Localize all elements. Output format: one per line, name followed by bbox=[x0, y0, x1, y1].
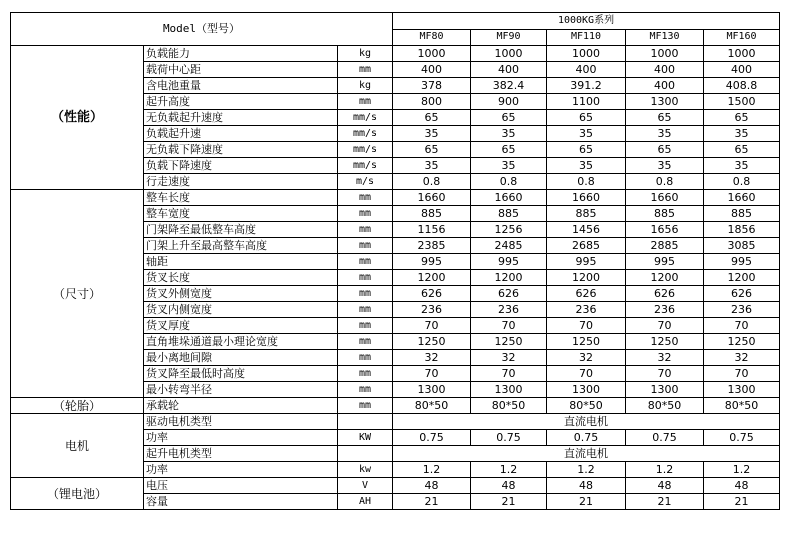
value-cell: 626 bbox=[704, 286, 780, 302]
item-label: 功率 bbox=[144, 462, 338, 478]
item-label: 含电池重量 bbox=[144, 78, 338, 94]
value-cell: 382.4 bbox=[471, 78, 547, 94]
value-cell: 2385 bbox=[393, 238, 471, 254]
value-cell: 35 bbox=[393, 158, 471, 174]
value-cell: 885 bbox=[393, 206, 471, 222]
value-cell: 48 bbox=[393, 478, 471, 494]
value-cell: 1300 bbox=[471, 382, 547, 398]
value-cell: 408.8 bbox=[704, 78, 780, 94]
value-cell: 1660 bbox=[626, 190, 704, 206]
value-cell: 1856 bbox=[704, 222, 780, 238]
value-cell: 1156 bbox=[393, 222, 471, 238]
item-label: 货叉厚度 bbox=[144, 318, 338, 334]
category-label: （性能） bbox=[11, 46, 144, 190]
value-cell: 0.8 bbox=[626, 174, 704, 190]
value-cell: 885 bbox=[471, 206, 547, 222]
value-cell: 885 bbox=[704, 206, 780, 222]
value-cell: 65 bbox=[547, 142, 626, 158]
item-label: 起升高度 bbox=[144, 94, 338, 110]
value-cell: 32 bbox=[393, 350, 471, 366]
item-label: 轴距 bbox=[144, 254, 338, 270]
unit-label: mm bbox=[338, 190, 393, 206]
value-cell: 0.75 bbox=[704, 430, 780, 446]
item-label: 最小转弯半径 bbox=[144, 382, 338, 398]
unit-label: mm bbox=[338, 286, 393, 302]
item-label: 门架降至最低整车高度 bbox=[144, 222, 338, 238]
value-cell: 0.75 bbox=[393, 430, 471, 446]
unit-label: mm/s bbox=[338, 126, 393, 142]
item-label: 负载能力 bbox=[144, 46, 338, 62]
spec-row bbox=[11, 398, 780, 414]
item-label: 货叉长度 bbox=[144, 270, 338, 286]
value-cell: 32 bbox=[471, 350, 547, 366]
value-cell: 1.2 bbox=[704, 462, 780, 478]
value-cell: 885 bbox=[547, 206, 626, 222]
value-cell: 1456 bbox=[547, 222, 626, 238]
value-cell: 626 bbox=[547, 286, 626, 302]
value-cell: 1000 bbox=[393, 46, 471, 62]
unit-label: mm bbox=[338, 254, 393, 270]
value-cell: 1300 bbox=[704, 382, 780, 398]
item-label: 负载下降速度 bbox=[144, 158, 338, 174]
value-cell: 1200 bbox=[704, 270, 780, 286]
item-label: 容量 bbox=[144, 494, 338, 510]
value-cell: 65 bbox=[471, 142, 547, 158]
spec-row bbox=[11, 190, 780, 206]
value-cell: 70 bbox=[547, 318, 626, 334]
unit-label: mm bbox=[338, 302, 393, 318]
value-cell: 378 bbox=[393, 78, 471, 94]
value-cell: 35 bbox=[626, 158, 704, 174]
value-cell: 800 bbox=[393, 94, 471, 110]
value-cell: 80*50 bbox=[704, 398, 780, 414]
value-cell: 1250 bbox=[547, 334, 626, 350]
value-cell: 70 bbox=[626, 366, 704, 382]
value-cell: 35 bbox=[547, 158, 626, 174]
value-cell: 0.75 bbox=[547, 430, 626, 446]
value-cell: 21 bbox=[704, 494, 780, 510]
item-label: 整车长度 bbox=[144, 190, 338, 206]
item-label: 驱动电机类型 bbox=[144, 414, 338, 430]
value-cell: 21 bbox=[547, 494, 626, 510]
value-cell: 2885 bbox=[626, 238, 704, 254]
item-label: 无负载起升速度 bbox=[144, 110, 338, 126]
value-cell: 1.2 bbox=[393, 462, 471, 478]
value-cell: 65 bbox=[393, 110, 471, 126]
value-cell: 995 bbox=[547, 254, 626, 270]
value-cell: 400 bbox=[626, 62, 704, 78]
value-cell: 35 bbox=[471, 158, 547, 174]
item-label: 直角堆垛通道最小理论宽度 bbox=[144, 334, 338, 350]
value-cell: 70 bbox=[393, 366, 471, 382]
unit-label: mm bbox=[338, 270, 393, 286]
value-cell: 70 bbox=[704, 366, 780, 382]
value-cell: 400 bbox=[547, 62, 626, 78]
value-cell: 1200 bbox=[471, 270, 547, 286]
value-cell: 35 bbox=[704, 158, 780, 174]
value-cell: 1.2 bbox=[471, 462, 547, 478]
value-cell: 80*50 bbox=[393, 398, 471, 414]
unit-label: mm bbox=[338, 382, 393, 398]
model-name: MF160 bbox=[704, 29, 780, 46]
value-cell: 1200 bbox=[626, 270, 704, 286]
unit-label: mm/s bbox=[338, 110, 393, 126]
value-cell: 80*50 bbox=[471, 398, 547, 414]
value-cell: 1300 bbox=[626, 94, 704, 110]
category-label: （轮胎） bbox=[11, 398, 144, 414]
spec-table-body bbox=[11, 13, 780, 510]
value-cell: 1100 bbox=[547, 94, 626, 110]
unit-label: mm bbox=[338, 62, 393, 78]
value-cell: 0.75 bbox=[626, 430, 704, 446]
item-label: 无负载下降速度 bbox=[144, 142, 338, 158]
value-cell: 1660 bbox=[547, 190, 626, 206]
value-cell: 1250 bbox=[393, 334, 471, 350]
item-label: 功率 bbox=[144, 430, 338, 446]
merged-value: 直流电机 bbox=[393, 446, 780, 462]
value-cell: 0.8 bbox=[471, 174, 547, 190]
unit-label bbox=[338, 446, 393, 462]
unit-label: m/s bbox=[338, 174, 393, 190]
value-cell: 1250 bbox=[704, 334, 780, 350]
value-cell: 236 bbox=[547, 302, 626, 318]
value-cell: 70 bbox=[547, 366, 626, 382]
unit-label: mm bbox=[338, 366, 393, 382]
unit-label: KW bbox=[338, 430, 393, 446]
value-cell: 65 bbox=[626, 142, 704, 158]
value-cell: 1300 bbox=[393, 382, 471, 398]
value-cell: 70 bbox=[393, 318, 471, 334]
value-cell: 65 bbox=[704, 142, 780, 158]
value-cell: 1250 bbox=[471, 334, 547, 350]
series-label: 1000KG系列 bbox=[393, 13, 780, 30]
value-cell: 995 bbox=[626, 254, 704, 270]
item-label: 负载起升速 bbox=[144, 126, 338, 142]
value-cell: 48 bbox=[471, 478, 547, 494]
unit-label: kw bbox=[338, 462, 393, 478]
value-cell: 2685 bbox=[547, 238, 626, 254]
item-label: 最小离地间隙 bbox=[144, 350, 338, 366]
unit-label: mm bbox=[338, 238, 393, 254]
spec-row bbox=[11, 414, 780, 430]
value-cell: 1.2 bbox=[626, 462, 704, 478]
category-label: 电机 bbox=[11, 414, 144, 478]
value-cell: 1.2 bbox=[547, 462, 626, 478]
value-cell: 626 bbox=[626, 286, 704, 302]
merged-value: 直流电机 bbox=[393, 414, 780, 430]
unit-label: kg bbox=[338, 78, 393, 94]
value-cell: 32 bbox=[704, 350, 780, 366]
value-cell: 2485 bbox=[471, 238, 547, 254]
item-label: 货叉内侧宽度 bbox=[144, 302, 338, 318]
value-cell: 70 bbox=[704, 318, 780, 334]
value-cell: 995 bbox=[393, 254, 471, 270]
model-name: MF130 bbox=[626, 29, 704, 46]
unit-label: mm/s bbox=[338, 158, 393, 174]
model-name: MF80 bbox=[393, 29, 471, 46]
unit-label: mm/s bbox=[338, 142, 393, 158]
unit-label: mm bbox=[338, 334, 393, 350]
value-cell: 65 bbox=[626, 110, 704, 126]
value-cell: 391.2 bbox=[547, 78, 626, 94]
unit-label: V bbox=[338, 478, 393, 494]
item-label: 行走速度 bbox=[144, 174, 338, 190]
unit-label: mm bbox=[338, 318, 393, 334]
value-cell: 70 bbox=[471, 318, 547, 334]
value-cell: 21 bbox=[471, 494, 547, 510]
value-cell: 1660 bbox=[471, 190, 547, 206]
spec-table bbox=[10, 12, 780, 510]
value-cell: 35 bbox=[393, 126, 471, 142]
value-cell: 70 bbox=[626, 318, 704, 334]
item-label: 整车宽度 bbox=[144, 206, 338, 222]
value-cell: 65 bbox=[704, 110, 780, 126]
value-cell: 32 bbox=[626, 350, 704, 366]
value-cell: 1000 bbox=[471, 46, 547, 62]
item-label: 货叉降至最低时高度 bbox=[144, 366, 338, 382]
unit-label: mm bbox=[338, 398, 393, 414]
value-cell: 1300 bbox=[626, 382, 704, 398]
value-cell: 35 bbox=[626, 126, 704, 142]
unit-label: AH bbox=[338, 494, 393, 510]
value-cell: 400 bbox=[393, 62, 471, 78]
value-cell: 21 bbox=[626, 494, 704, 510]
value-cell: 1660 bbox=[704, 190, 780, 206]
value-cell: 0.8 bbox=[704, 174, 780, 190]
value-cell: 1000 bbox=[704, 46, 780, 62]
value-cell: 48 bbox=[547, 478, 626, 494]
value-cell: 885 bbox=[626, 206, 704, 222]
value-cell: 400 bbox=[471, 62, 547, 78]
value-cell: 236 bbox=[471, 302, 547, 318]
value-cell: 1200 bbox=[393, 270, 471, 286]
model-label: Model（型号） bbox=[11, 13, 393, 46]
value-cell: 65 bbox=[471, 110, 547, 126]
spec-row bbox=[11, 46, 780, 62]
value-cell: 1000 bbox=[547, 46, 626, 62]
value-cell: 65 bbox=[393, 142, 471, 158]
unit-label: mm bbox=[338, 222, 393, 238]
value-cell: 1256 bbox=[471, 222, 547, 238]
value-cell: 65 bbox=[547, 110, 626, 126]
category-label: （锂电池） bbox=[11, 478, 144, 510]
value-cell: 995 bbox=[471, 254, 547, 270]
value-cell: 1500 bbox=[704, 94, 780, 110]
value-cell: 900 bbox=[471, 94, 547, 110]
value-cell: 626 bbox=[471, 286, 547, 302]
value-cell: 35 bbox=[704, 126, 780, 142]
value-cell: 3085 bbox=[704, 238, 780, 254]
spec-row bbox=[11, 478, 780, 494]
value-cell: 1660 bbox=[393, 190, 471, 206]
value-cell: 80*50 bbox=[626, 398, 704, 414]
item-label: 门架上升至最高整车高度 bbox=[144, 238, 338, 254]
value-cell: 35 bbox=[471, 126, 547, 142]
value-cell: 236 bbox=[704, 302, 780, 318]
item-label: 起升电机类型 bbox=[144, 446, 338, 462]
value-cell: 400 bbox=[704, 62, 780, 78]
value-cell: 80*50 bbox=[547, 398, 626, 414]
value-cell: 0.75 bbox=[471, 430, 547, 446]
value-cell: 1656 bbox=[626, 222, 704, 238]
value-cell: 1200 bbox=[547, 270, 626, 286]
value-cell: 70 bbox=[471, 366, 547, 382]
value-cell: 626 bbox=[393, 286, 471, 302]
value-cell: 995 bbox=[704, 254, 780, 270]
value-cell: 1250 bbox=[626, 334, 704, 350]
value-cell: 0.8 bbox=[393, 174, 471, 190]
model-name: MF90 bbox=[471, 29, 547, 46]
unit-label: mm bbox=[338, 350, 393, 366]
value-cell: 48 bbox=[704, 478, 780, 494]
model-name: MF110 bbox=[547, 29, 626, 46]
header-row-series bbox=[11, 13, 780, 30]
unit-label: mm bbox=[338, 94, 393, 110]
value-cell: 0.8 bbox=[547, 174, 626, 190]
item-label: 货叉外侧宽度 bbox=[144, 286, 338, 302]
value-cell: 35 bbox=[547, 126, 626, 142]
value-cell: 21 bbox=[393, 494, 471, 510]
value-cell: 400 bbox=[626, 78, 704, 94]
unit-label: mm bbox=[338, 206, 393, 222]
item-label: 承载轮 bbox=[144, 398, 338, 414]
value-cell: 236 bbox=[393, 302, 471, 318]
value-cell: 32 bbox=[547, 350, 626, 366]
unit-label bbox=[338, 414, 393, 430]
category-label: （尺寸） bbox=[11, 190, 144, 398]
value-cell: 48 bbox=[626, 478, 704, 494]
value-cell: 1300 bbox=[547, 382, 626, 398]
value-cell: 236 bbox=[626, 302, 704, 318]
item-label: 电压 bbox=[144, 478, 338, 494]
value-cell: 1000 bbox=[626, 46, 704, 62]
item-label: 载荷中心距 bbox=[144, 62, 338, 78]
unit-label: kg bbox=[338, 46, 393, 62]
